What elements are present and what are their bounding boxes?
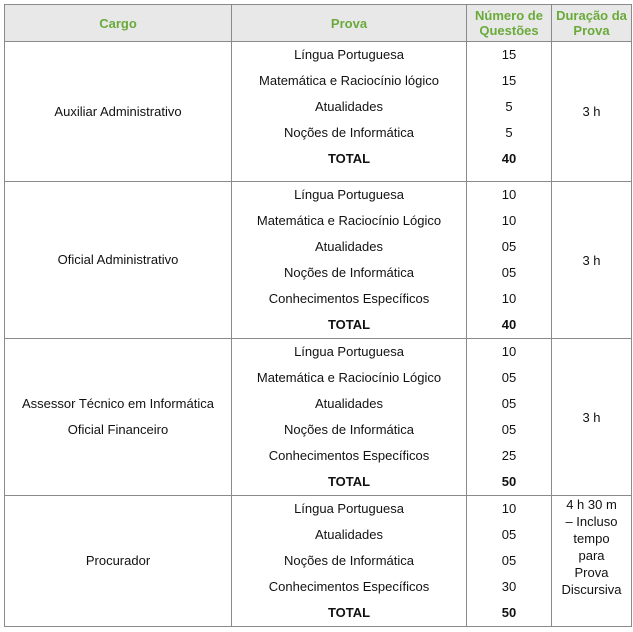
question-count: 30 <box>501 579 517 594</box>
question-count: 10 <box>501 501 517 516</box>
prova-total-label: TOTAL <box>327 151 371 166</box>
question-count: 10 <box>501 344 517 359</box>
question-total: 40 <box>501 317 517 332</box>
cargo-name: Oficial Administrativo <box>57 252 179 267</box>
duration-cell: 3 h <box>552 182 632 339</box>
prova-list <box>232 182 467 339</box>
prova-name: Atualidades <box>315 99 383 114</box>
question-count: 5 <box>505 125 513 140</box>
header-duracao: Duração da Prova <box>552 5 632 42</box>
prova-name: Matemática e Raciocínio Lógico <box>256 213 442 228</box>
cargo-cell <box>5 496 232 627</box>
question-count: 10 <box>501 213 517 228</box>
group-row-auxiliar <box>5 42 632 182</box>
question-count: 05 <box>501 553 517 568</box>
group-row-assessor-oficial-financeiro <box>5 339 632 496</box>
question-count: 05 <box>501 265 517 280</box>
header-prova: Prova <box>232 5 467 42</box>
duration-line: – Incluso <box>565 514 618 529</box>
question-total: 40 <box>501 151 517 166</box>
duration-line: tempo <box>573 531 610 546</box>
questions-list <box>467 42 552 182</box>
question-count: 05 <box>501 396 517 411</box>
header-cargo: Cargo <box>5 5 232 42</box>
cargo-name: Oficial Financeiro <box>67 422 169 437</box>
cargo-name: Auxiliar Administrativo <box>54 103 182 119</box>
prova-name: Conhecimentos Específicos <box>268 579 430 594</box>
prova-name: Noções de Informática <box>283 265 415 280</box>
duration-line: 4 h 30 m <box>566 497 617 512</box>
question-count: 05 <box>501 422 517 437</box>
prova-name: Noções de Informática <box>283 125 415 140</box>
question-count: 05 <box>501 370 517 385</box>
prova-name: Atualidades <box>315 239 383 254</box>
header-numero-questoes: Número de Questões <box>467 5 552 42</box>
prova-list <box>232 496 467 627</box>
question-total: 50 <box>501 605 517 620</box>
question-count: 10 <box>501 187 517 202</box>
prova-name: Língua Portuguesa <box>294 47 404 62</box>
prova-name: Matemática e Raciocínio lógico <box>259 73 439 88</box>
duration-cell <box>552 496 632 627</box>
group-row-procurador <box>5 496 632 627</box>
prova-list <box>232 42 467 182</box>
cargo-cell <box>5 42 232 182</box>
cargo-cell <box>5 339 232 496</box>
prova-name: Língua Portuguesa <box>294 344 404 359</box>
prova-name: Língua Portuguesa <box>294 187 404 202</box>
prova-total-label: TOTAL <box>327 474 371 489</box>
duration-line: Discursiva <box>561 582 622 597</box>
prova-total-label: TOTAL <box>327 605 371 620</box>
question-count: 5 <box>505 99 513 114</box>
question-count: 05 <box>501 239 517 254</box>
prova-name: Língua Portuguesa <box>294 501 404 516</box>
prova-name: Matemática e Raciocínio Lógico <box>256 370 442 385</box>
prova-name: Conhecimentos Específicos <box>268 291 430 306</box>
exam-schedule-table <box>4 4 632 627</box>
cargo-cell <box>5 182 232 339</box>
question-count: 15 <box>501 47 517 62</box>
prova-total-label: TOTAL <box>327 317 371 332</box>
duration-line: Prova <box>574 565 609 580</box>
question-count: 25 <box>501 448 517 463</box>
prova-name: Conhecimentos Específicos <box>268 448 430 463</box>
cargo-name: Assessor Técnico em Informática <box>22 396 214 411</box>
prova-list <box>232 339 467 496</box>
header-row <box>5 5 632 42</box>
questions-list <box>467 496 552 627</box>
prova-name: Atualidades <box>315 527 383 542</box>
prova-name: Noções de Informática <box>283 422 415 437</box>
question-total: 50 <box>501 474 517 489</box>
duration-cell: 3 h <box>552 339 632 496</box>
group-row-oficial-administrativo <box>5 182 632 339</box>
duration-cell: 3 h <box>552 42 632 182</box>
questions-list <box>467 339 552 496</box>
prova-name: Atualidades <box>315 396 383 411</box>
question-count: 05 <box>501 527 517 542</box>
question-count: 10 <box>501 291 517 306</box>
cargo-name: Procurador <box>85 553 151 568</box>
prova-name: Noções de Informática <box>283 553 415 568</box>
question-count: 15 <box>501 73 517 88</box>
questions-list <box>467 182 552 339</box>
duration-line: para <box>578 548 605 563</box>
